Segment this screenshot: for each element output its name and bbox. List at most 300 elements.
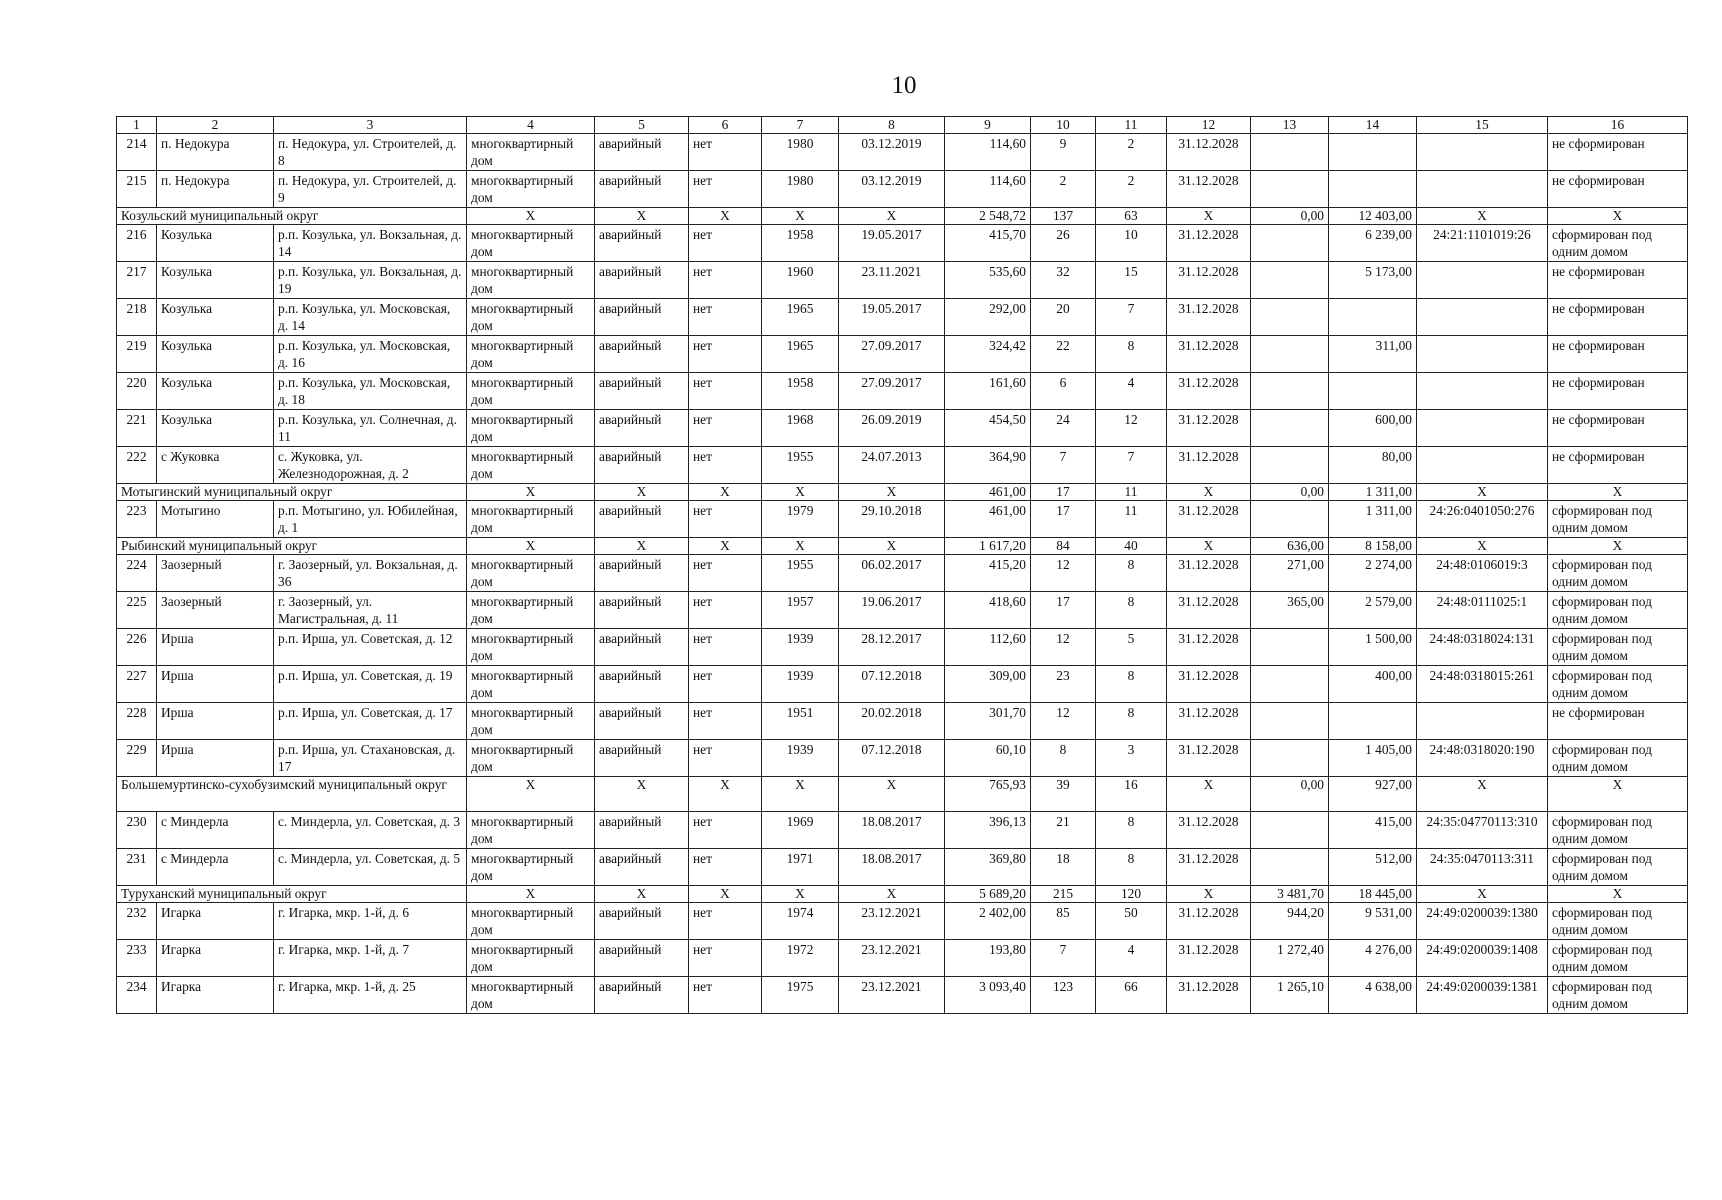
district-name: Рыбинский муниципальный округ xyxy=(117,538,467,555)
table-cell: 10 xyxy=(1096,225,1167,262)
table-cell: 161,60 xyxy=(945,373,1031,410)
subtotal-cell: 0,00 xyxy=(1251,484,1329,501)
column-header: 7 xyxy=(762,117,839,134)
table-cell: Козулька xyxy=(157,262,274,299)
page-number: 10 xyxy=(891,72,917,99)
table-cell: 1968 xyxy=(762,410,839,447)
table-cell: п. Недокура, ул. Строителей, д. 9 xyxy=(274,171,467,208)
table-cell: нет xyxy=(689,903,762,940)
table-cell: 365,00 xyxy=(1251,592,1329,629)
table-cell: 217 xyxy=(117,262,157,299)
subtotal-cell: X xyxy=(839,538,945,555)
table-cell: р.п. Козулька, ул. Московская, д. 16 xyxy=(274,336,467,373)
table-cell: нет xyxy=(689,447,762,484)
table-cell: сформирован под одним домом xyxy=(1548,225,1688,262)
table-cell: 12 xyxy=(1031,629,1096,666)
table-cell: многоквартирный дом xyxy=(467,225,595,262)
district-subtotal-row xyxy=(117,538,1688,555)
table-cell: нет xyxy=(689,262,762,299)
subtotal-cell: X xyxy=(1548,484,1688,501)
table-row xyxy=(117,373,1688,410)
column-header: 16 xyxy=(1548,117,1688,134)
table-cell: 2 579,00 xyxy=(1329,592,1417,629)
table-cell: 1965 xyxy=(762,336,839,373)
table-cell: 24 xyxy=(1031,410,1096,447)
table-cell: нет xyxy=(689,592,762,629)
table-cell: Ирша xyxy=(157,703,274,740)
table-cell: 214 xyxy=(117,134,157,171)
table-cell: аварийный xyxy=(595,940,689,977)
table-cell xyxy=(1251,171,1329,208)
table-cell: 26.09.2019 xyxy=(839,410,945,447)
table-cell: 215 xyxy=(117,171,157,208)
table-cell: р.п. Козулька, ул. Московская, д. 14 xyxy=(274,299,467,336)
table-cell: 1972 xyxy=(762,940,839,977)
table-cell: сформирован под одним домом xyxy=(1548,849,1688,886)
table-cell: 26 xyxy=(1031,225,1096,262)
table-cell: 1 500,00 xyxy=(1329,629,1417,666)
table-row xyxy=(117,703,1688,740)
table-cell: 8 xyxy=(1096,703,1167,740)
table-cell: многоквартирный дом xyxy=(467,373,595,410)
table-cell: сформирован под одним домом xyxy=(1548,555,1688,592)
table-cell: 2 274,00 xyxy=(1329,555,1417,592)
table-cell: многоквартирный дом xyxy=(467,171,595,208)
table-row xyxy=(117,134,1688,171)
table-cell: 369,80 xyxy=(945,849,1031,886)
table-cell: 600,00 xyxy=(1329,410,1417,447)
district-name: Большемуртинско-сухобузимский муниципальный округ xyxy=(117,777,467,812)
table-row xyxy=(117,447,1688,484)
table-cell: 1951 xyxy=(762,703,839,740)
table-cell: 324,42 xyxy=(945,336,1031,373)
table-cell: Козулька xyxy=(157,225,274,262)
table-cell: г. Заозерный, ул. Магистральная, д. 11 xyxy=(274,592,467,629)
column-header: 12 xyxy=(1167,117,1251,134)
subtotal-cell: 11 xyxy=(1096,484,1167,501)
table-cell: 31.12.2028 xyxy=(1167,903,1251,940)
table-cell: 224 xyxy=(117,555,157,592)
table-cell: 23 xyxy=(1031,666,1096,703)
table-cell: 9 xyxy=(1031,134,1096,171)
subtotal-cell: 765,93 xyxy=(945,777,1031,812)
table-cell: аварийный xyxy=(595,555,689,592)
table-cell: сформирован под одним домом xyxy=(1548,501,1688,538)
table-cell: 271,00 xyxy=(1251,555,1329,592)
table-cell: аварийный xyxy=(595,629,689,666)
column-header: 2 xyxy=(157,117,274,134)
table-cell: 9 531,00 xyxy=(1329,903,1417,940)
table-row xyxy=(117,812,1688,849)
table-cell: п. Недокура xyxy=(157,171,274,208)
subtotal-cell: X xyxy=(762,886,839,903)
table-cell: 2 xyxy=(1031,171,1096,208)
table-cell: 114,60 xyxy=(945,171,1031,208)
table-cell xyxy=(1417,171,1548,208)
table-cell: Игарка xyxy=(157,977,274,1014)
table-cell: 24:49:0200039:1380 xyxy=(1417,903,1548,940)
table-cell: 7 xyxy=(1031,447,1096,484)
table-cell: многоквартирный дом xyxy=(467,299,595,336)
subtotal-cell: X xyxy=(839,777,945,812)
table-cell: 944,20 xyxy=(1251,903,1329,940)
table-cell: аварийный xyxy=(595,666,689,703)
table-cell: 31.12.2028 xyxy=(1167,977,1251,1014)
table-cell: нет xyxy=(689,171,762,208)
table-cell: 1974 xyxy=(762,903,839,940)
table-cell: 23.12.2021 xyxy=(839,903,945,940)
table-cell: 5 xyxy=(1096,629,1167,666)
subtotal-cell: X xyxy=(1417,208,1548,225)
table-cell: нет xyxy=(689,977,762,1014)
table-cell: Игарка xyxy=(157,903,274,940)
subtotal-cell: X xyxy=(1167,886,1251,903)
table-cell: 415,70 xyxy=(945,225,1031,262)
table-cell: 7 xyxy=(1096,299,1167,336)
table-cell: Козулька xyxy=(157,299,274,336)
table-cell: 2 xyxy=(1096,134,1167,171)
table-row xyxy=(117,666,1688,703)
table-cell: нет xyxy=(689,812,762,849)
subtotal-cell: X xyxy=(689,777,762,812)
subtotal-cell: X xyxy=(1417,777,1548,812)
table-row xyxy=(117,501,1688,538)
table-cell: Ирша xyxy=(157,666,274,703)
table-cell: 4 276,00 xyxy=(1329,940,1417,977)
table-cell: 31.12.2028 xyxy=(1167,225,1251,262)
table-cell: 31.12.2028 xyxy=(1167,336,1251,373)
table-cell: с. Миндерла, ул. Советская, д. 3 xyxy=(274,812,467,849)
table-cell: Заозерный xyxy=(157,555,274,592)
subtotal-cell: 16 xyxy=(1096,777,1167,812)
table-cell: 24:49:0200039:1381 xyxy=(1417,977,1548,1014)
table-cell: 301,70 xyxy=(945,703,1031,740)
table-cell: 2 402,00 xyxy=(945,903,1031,940)
subtotal-cell: X xyxy=(1167,484,1251,501)
table-cell: не сформирован xyxy=(1548,336,1688,373)
table-cell: нет xyxy=(689,336,762,373)
table-cell: 19.05.2017 xyxy=(839,299,945,336)
table-cell: 24:48:0106019:3 xyxy=(1417,555,1548,592)
table-cell: 18 xyxy=(1031,849,1096,886)
subtotal-cell: X xyxy=(839,886,945,903)
subtotal-cell: 137 xyxy=(1031,208,1096,225)
table-cell: 400,00 xyxy=(1329,666,1417,703)
column-number-header-row xyxy=(117,117,1688,134)
table-cell: р.п. Ирша, ул. Советская, д. 19 xyxy=(274,666,467,703)
table-cell: сформирован под одним домом xyxy=(1548,666,1688,703)
table-cell: 8 xyxy=(1096,812,1167,849)
subtotal-cell: 927,00 xyxy=(1329,777,1417,812)
table-cell: 27.09.2017 xyxy=(839,336,945,373)
table-cell: 8 xyxy=(1096,592,1167,629)
table-cell: 226 xyxy=(117,629,157,666)
table-cell xyxy=(1251,849,1329,886)
subtotal-cell: X xyxy=(1417,484,1548,501)
subtotal-cell: X xyxy=(467,777,595,812)
table-cell xyxy=(1251,262,1329,299)
subtotal-cell: 17 xyxy=(1031,484,1096,501)
table-cell: 32 xyxy=(1031,262,1096,299)
table-cell: 8 xyxy=(1096,555,1167,592)
table-cell: аварийный xyxy=(595,501,689,538)
table-cell: сформирован под одним домом xyxy=(1548,903,1688,940)
table-cell: 11 xyxy=(1096,501,1167,538)
table-cell: 06.02.2017 xyxy=(839,555,945,592)
table-cell: 311,00 xyxy=(1329,336,1417,373)
table-cell: 228 xyxy=(117,703,157,740)
table-cell: не сформирован xyxy=(1548,262,1688,299)
table-cell xyxy=(1417,410,1548,447)
table-cell: аварийный xyxy=(595,299,689,336)
table-cell: 31.12.2028 xyxy=(1167,666,1251,703)
table-cell: нет xyxy=(689,666,762,703)
table-cell xyxy=(1417,134,1548,171)
table-cell: 221 xyxy=(117,410,157,447)
table-cell: 31.12.2028 xyxy=(1167,447,1251,484)
table-cell: Мотыгино xyxy=(157,501,274,538)
table-cell: 21 xyxy=(1031,812,1096,849)
table-cell: нет xyxy=(689,740,762,777)
table-cell: 17 xyxy=(1031,592,1096,629)
table-cell: р.п. Козулька, ул. Вокзальная, д. 14 xyxy=(274,225,467,262)
table-cell: 24:21:1101019:26 xyxy=(1417,225,1548,262)
district-subtotal-row xyxy=(117,886,1688,903)
table-cell: 7 xyxy=(1031,940,1096,977)
table-cell: 6 xyxy=(1031,373,1096,410)
district-subtotal-row xyxy=(117,484,1688,501)
table-cell: 1965 xyxy=(762,299,839,336)
table-cell: 112,60 xyxy=(945,629,1031,666)
table-cell: 31.12.2028 xyxy=(1167,410,1251,447)
table-cell: 22 xyxy=(1031,336,1096,373)
table-cell: 8 xyxy=(1031,740,1096,777)
table-cell: сформирован под одним домом xyxy=(1548,592,1688,629)
table-cell: Козулька xyxy=(157,336,274,373)
table-cell: 85 xyxy=(1031,903,1096,940)
table-cell: 1969 xyxy=(762,812,839,849)
table-cell: 24:48:0318015:261 xyxy=(1417,666,1548,703)
table-cell: 3 093,40 xyxy=(945,977,1031,1014)
table-cell: аварийный xyxy=(595,410,689,447)
table-cell: р.п. Мотыгино, ул. Юбилейная, д. 1 xyxy=(274,501,467,538)
table-cell: 18.08.2017 xyxy=(839,812,945,849)
table-cell: аварийный xyxy=(595,903,689,940)
table-cell: сформирован под одним домом xyxy=(1548,629,1688,666)
table-cell xyxy=(1251,703,1329,740)
table-cell: 219 xyxy=(117,336,157,373)
table-cell: не сформирован xyxy=(1548,447,1688,484)
table-cell: нет xyxy=(689,410,762,447)
table-cell: г. Игарка, мкр. 1-й, д. 6 xyxy=(274,903,467,940)
subtotal-cell: X xyxy=(689,484,762,501)
table-cell: г. Игарка, мкр. 1-й, д. 25 xyxy=(274,977,467,1014)
table-cell: многоквартирный дом xyxy=(467,940,595,977)
table-cell: 309,00 xyxy=(945,666,1031,703)
table-cell: 461,00 xyxy=(945,501,1031,538)
table-cell: многоквартирный дом xyxy=(467,336,595,373)
table-cell xyxy=(1329,703,1417,740)
subtotal-cell: 39 xyxy=(1031,777,1096,812)
table-cell xyxy=(1251,225,1329,262)
table-cell: р.п. Ирша, ул. Советская, д. 17 xyxy=(274,703,467,740)
table-cell: 07.12.2018 xyxy=(839,666,945,703)
table-cell: многоквартирный дом xyxy=(467,740,595,777)
table-cell: многоквартирный дом xyxy=(467,666,595,703)
column-header: 10 xyxy=(1031,117,1096,134)
table-cell: 6 239,00 xyxy=(1329,225,1417,262)
table-cell: 60,10 xyxy=(945,740,1031,777)
table-cell: 512,00 xyxy=(1329,849,1417,886)
table-row xyxy=(117,262,1688,299)
table-cell: нет xyxy=(689,849,762,886)
table-cell: аварийный xyxy=(595,849,689,886)
table-cell: Игарка xyxy=(157,940,274,977)
table-cell: многоквартирный дом xyxy=(467,903,595,940)
table-cell: 07.12.2018 xyxy=(839,740,945,777)
table-cell: не сформирован xyxy=(1548,134,1688,171)
table-cell: 27.09.2017 xyxy=(839,373,945,410)
table-cell: аварийный xyxy=(595,447,689,484)
table-row xyxy=(117,903,1688,940)
table-cell: 8 xyxy=(1096,849,1167,886)
table-cell: Ирша xyxy=(157,740,274,777)
table-cell xyxy=(1417,373,1548,410)
table-row xyxy=(117,410,1688,447)
subtotal-cell: X xyxy=(595,777,689,812)
table-cell: многоквартирный дом xyxy=(467,555,595,592)
subtotal-cell: X xyxy=(762,484,839,501)
subtotal-cell: 1 311,00 xyxy=(1329,484,1417,501)
district-name: Туруханский муниципальный округ xyxy=(117,886,467,903)
table-cell: 31.12.2028 xyxy=(1167,703,1251,740)
subtotal-cell: X xyxy=(1548,777,1688,812)
subtotal-cell: X xyxy=(1417,538,1548,555)
table-cell: не сформирован xyxy=(1548,299,1688,336)
subtotal-cell: 3 481,70 xyxy=(1251,886,1329,903)
table-cell: нет xyxy=(689,134,762,171)
table-cell: 4 xyxy=(1096,940,1167,977)
district-name: Козульский муниципальный округ xyxy=(117,208,467,225)
table-cell: многоквартирный дом xyxy=(467,410,595,447)
table-row xyxy=(117,225,1688,262)
table-cell: 24:48:0318024:131 xyxy=(1417,629,1548,666)
table-cell: 114,60 xyxy=(945,134,1031,171)
subtotal-cell: X xyxy=(1167,208,1251,225)
subtotal-cell: X xyxy=(595,484,689,501)
table-cell: нет xyxy=(689,629,762,666)
table-cell: 396,13 xyxy=(945,812,1031,849)
column-header: 5 xyxy=(595,117,689,134)
table-cell: с. Миндерла, ул. Советская, д. 5 xyxy=(274,849,467,886)
table-cell: 1960 xyxy=(762,262,839,299)
table-cell: 1957 xyxy=(762,592,839,629)
table-cell: 24.07.2013 xyxy=(839,447,945,484)
subtotal-cell: X xyxy=(595,208,689,225)
subtotal-cell: X xyxy=(762,208,839,225)
table-cell xyxy=(1417,447,1548,484)
table-cell: 1 265,10 xyxy=(1251,977,1329,1014)
table-row xyxy=(117,849,1688,886)
subtotal-cell: 18 445,00 xyxy=(1329,886,1417,903)
subtotal-cell: 8 158,00 xyxy=(1329,538,1417,555)
table-cell: многоквартирный дом xyxy=(467,134,595,171)
table-cell: п. Недокура xyxy=(157,134,274,171)
table-cell: не сформирован xyxy=(1548,373,1688,410)
table-cell: нет xyxy=(689,703,762,740)
subtotal-cell: 2 548,72 xyxy=(945,208,1031,225)
table-cell: с. Жуковка, ул. Железнодорожная, д. 2 xyxy=(274,447,467,484)
table-cell: 220 xyxy=(117,373,157,410)
table-cell: 123 xyxy=(1031,977,1096,1014)
table-cell: 415,00 xyxy=(1329,812,1417,849)
table-cell: нет xyxy=(689,555,762,592)
subtotal-cell: 5 689,20 xyxy=(945,886,1031,903)
table-row xyxy=(117,336,1688,373)
table-cell: Козулька xyxy=(157,410,274,447)
table-cell xyxy=(1329,134,1417,171)
table-cell xyxy=(1417,703,1548,740)
table-cell: р.п. Ирша, ул. Стахановская, д. 17 xyxy=(274,740,467,777)
table-cell xyxy=(1251,740,1329,777)
table-cell: многоквартирный дом xyxy=(467,501,595,538)
subtotal-cell: X xyxy=(467,538,595,555)
subtotal-cell: X xyxy=(467,484,595,501)
table-cell: сформирован под одним домом xyxy=(1548,740,1688,777)
table-cell: 24:48:0111025:1 xyxy=(1417,592,1548,629)
table-cell: 225 xyxy=(117,592,157,629)
table-cell: 1958 xyxy=(762,225,839,262)
table-cell: 66 xyxy=(1096,977,1167,1014)
table-cell: 415,20 xyxy=(945,555,1031,592)
table-cell: нет xyxy=(689,373,762,410)
table-cell: не сформирован xyxy=(1548,410,1688,447)
table-cell: 31.12.2028 xyxy=(1167,555,1251,592)
subtotal-cell: X xyxy=(689,538,762,555)
table-cell: 31.12.2028 xyxy=(1167,592,1251,629)
table-cell: многоквартирный дом xyxy=(467,592,595,629)
table-cell: 1939 xyxy=(762,629,839,666)
table-cell xyxy=(1251,134,1329,171)
table-cell: с Жуковка xyxy=(157,447,274,484)
table-cell: 03.12.2019 xyxy=(839,171,945,208)
table-cell: 23.12.2021 xyxy=(839,940,945,977)
table-cell: 1939 xyxy=(762,666,839,703)
table-cell: 19.06.2017 xyxy=(839,592,945,629)
table-cell: многоквартирный дом xyxy=(467,849,595,886)
table-cell: р.п. Ирша, ул. Советская, д. 12 xyxy=(274,629,467,666)
table-row xyxy=(117,740,1688,777)
table-cell xyxy=(1329,299,1417,336)
district-name: Мотыгинский муниципальный округ xyxy=(117,484,467,501)
table-cell: 8 xyxy=(1096,336,1167,373)
table-cell: сформирован под одним домом xyxy=(1548,977,1688,1014)
table-cell: р.п. Козулька, ул. Вокзальная, д. 19 xyxy=(274,262,467,299)
table-cell: 50 xyxy=(1096,903,1167,940)
table-cell: с Миндерла xyxy=(157,849,274,886)
housing-register-table xyxy=(116,116,1688,1014)
subtotal-cell: 461,00 xyxy=(945,484,1031,501)
table-cell: 1955 xyxy=(762,555,839,592)
table-cell: 19.05.2017 xyxy=(839,225,945,262)
table-cell: п. Недокура, ул. Строителей, д. 8 xyxy=(274,134,467,171)
table-cell: 1955 xyxy=(762,447,839,484)
subtotal-cell: 1 617,20 xyxy=(945,538,1031,555)
table-cell: 4 xyxy=(1096,373,1167,410)
table-cell: 5 173,00 xyxy=(1329,262,1417,299)
column-header: 15 xyxy=(1417,117,1548,134)
subtotal-cell: X xyxy=(467,886,595,903)
